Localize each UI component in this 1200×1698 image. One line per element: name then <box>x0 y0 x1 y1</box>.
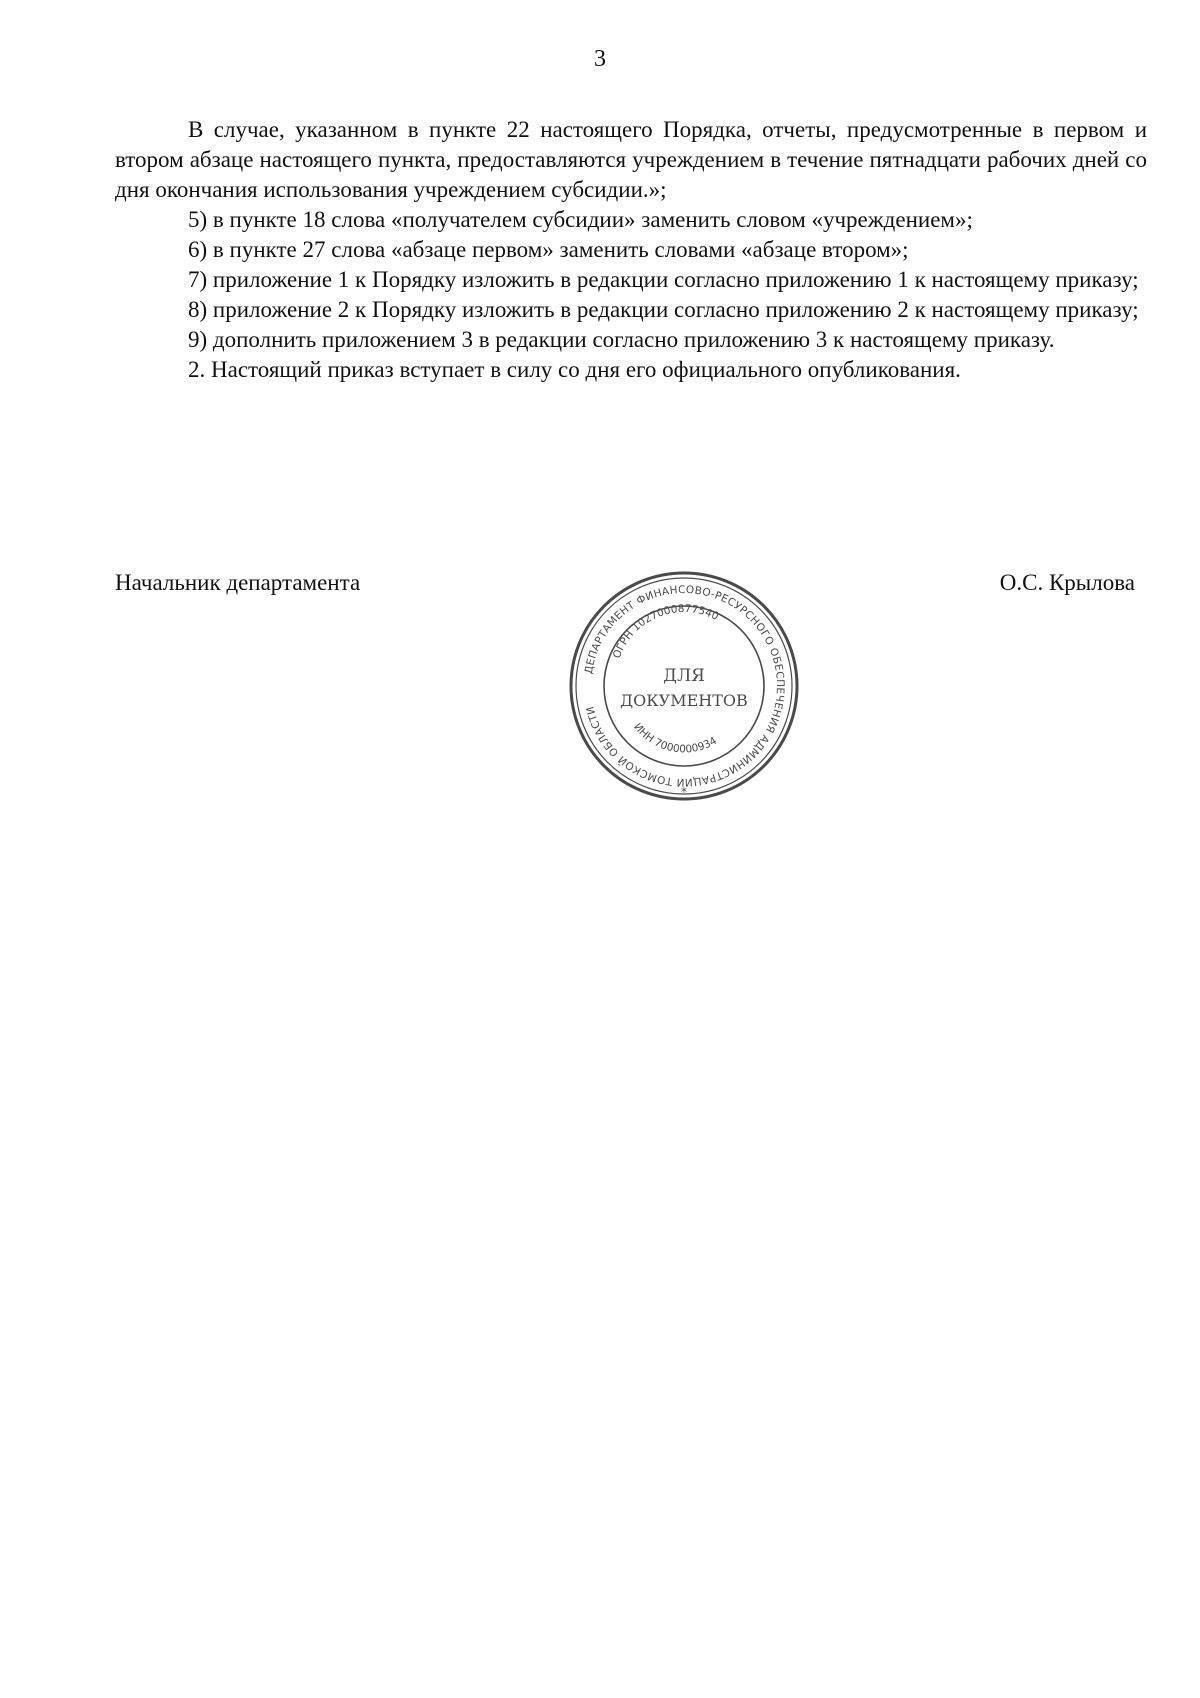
stamp-center-line-2: ДОКУМЕНТОВ <box>620 691 748 710</box>
paragraph-item-6: 6) в пункте 27 слова «абзаце первом» заменить словами «абзаце втором»; <box>188 237 909 262</box>
official-stamp <box>566 568 802 804</box>
paragraph-item-5: 5) в пункте 18 слова «получателем субсидии» заменить словом «учреждением»; <box>188 207 973 232</box>
paragraph-item-7: 7) приложение 1 к Порядку изложить в редакции согласно приложению 1 к настоящему приказу; <box>188 267 1139 292</box>
paragraph-effective-date: 2. Настоящий приказ вступает в силу со дня его официального опубликования. <box>188 357 961 382</box>
signatory-name: О.С. Крылова <box>999 570 1135 595</box>
order-body-text <box>115 115 1147 385</box>
paragraph-item-8: 8) приложение 2 к Порядку изложить в редакции согласно приложению 2 к настоящему приказу; <box>188 297 1139 322</box>
stamp-graphic <box>566 568 802 804</box>
paragraph-reporting-deadline: В случае, указанном в пункте 22 настоящего Порядка, отчеты, предусмотренные в первом и втором абзаце настоящего пункта, предоставляются учреждением в течение пятнадцати рабочих дней со дня окончания использования учреждением субсидии.»; <box>115 117 1147 202</box>
stamp-ogrn-text: ОГРН 1027000877540 <box>610 602 721 661</box>
stamp-center-line-1: ДЛЯ <box>663 666 705 686</box>
paragraph-item-9: 9) дополнить приложением 3 в редакции согласно приложению 3 к настоящему приказу. <box>188 327 1055 352</box>
stamp-outer-text: ДЕПАРТАМЕНТ ФИНАНСОВО-РЕСУРСНОГО ОБЕСПЕЧЕНИЯ АДМИНИСТРАЦИИ ТОМСКОЙ ОБЛАСТИ <box>582 583 787 789</box>
stamp-inn-text: ИНН 7000000934 <box>631 720 719 756</box>
page-number: 3 <box>594 46 606 72</box>
stamp-star: * <box>681 785 687 799</box>
signatory-position: Начальник департамента <box>115 570 361 595</box>
